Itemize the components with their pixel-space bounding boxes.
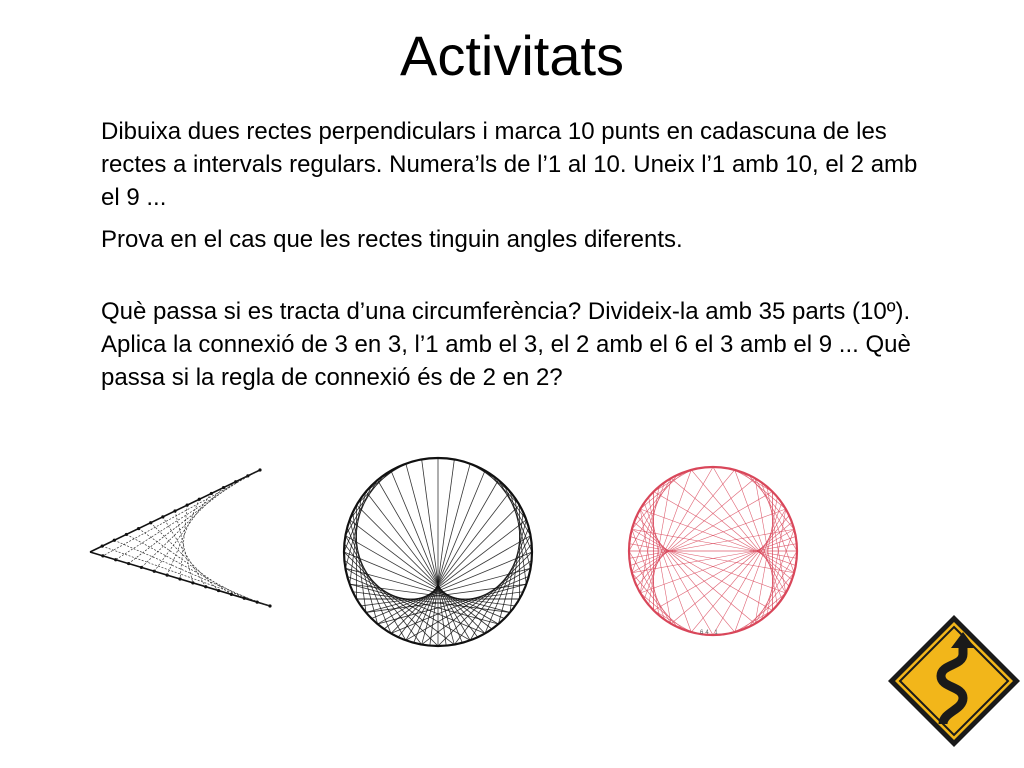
angle-point [173, 509, 176, 512]
angle-point [230, 593, 233, 596]
angle-string-line [114, 540, 257, 602]
circle-string-art-black-drawing [340, 454, 536, 650]
red-circle-chord [644, 470, 691, 599]
black-circle-chord [361, 584, 526, 606]
red-circle-chord [742, 472, 786, 509]
black-circle-chord [366, 492, 478, 638]
angle-point [101, 545, 104, 548]
angle-point [243, 597, 246, 600]
angle-string-art-figure [84, 462, 280, 612]
winding-road-sign-icon [885, 612, 1024, 751]
red-figure-caption: 64 1 [700, 630, 720, 636]
angle-point [161, 515, 164, 518]
angle-string-line [167, 499, 199, 575]
angle-point [258, 468, 261, 471]
angle-string-line [129, 482, 236, 564]
angle-string-line [175, 511, 193, 583]
circle-string-art-red-figure [620, 455, 806, 647]
angle-point [113, 539, 116, 542]
angle-point [268, 604, 271, 607]
angle-point [191, 581, 194, 584]
paragraph-instructions: Dibuixa dues rectes perpendiculars i marca 10 punts en cadascuna de les rectes a intervals regulars. Numera’ls de l’1 al 10. Uneix l’1 amb 10, el 2 amb el 9 ... [101, 118, 918, 211]
black-circle-chord [345, 536, 405, 641]
circle-string-art-black-figure [340, 454, 536, 650]
slide-body [101, 115, 941, 394]
paragraph-different-angles: Prova en el cas que les rectes tinguin angles diferents. [101, 226, 683, 253]
angle-point [217, 589, 220, 592]
angle-point [204, 585, 207, 588]
black-circle-chord [345, 568, 510, 612]
red-circle-chord [632, 573, 678, 627]
red-circle-chord [748, 573, 794, 627]
angle-point [137, 527, 140, 530]
black-circle-chord [504, 486, 532, 552]
angle-point [198, 498, 201, 501]
red-circle-chord [640, 593, 684, 630]
black-circle-chord [398, 492, 510, 638]
winding-road-sign-drawing [885, 612, 1024, 751]
angle-point [125, 533, 128, 536]
circle-string-art-red-drawing [620, 455, 806, 647]
red-circle-chord [644, 503, 691, 632]
red-circle-chord [632, 475, 678, 529]
angle-point [186, 504, 189, 507]
angle-point [101, 554, 104, 557]
angle-point [210, 492, 213, 495]
paragraph-circle-question: Què passa si es tracta d’una circumferència? Divideix-la amb 35 parts (10º). Aplica la connexió de 3 en 3, l’1 amb el 3, el 2 amb el 6 el 3 amb el 9 ... Què passa si la regla de connexió és de 2 en 2? [101, 298, 911, 391]
angle-point [149, 521, 152, 524]
black-circle-chord [366, 568, 531, 612]
angle-string-line [139, 529, 232, 595]
angle-point [256, 601, 259, 604]
red-circle-chord [748, 475, 794, 529]
sign-face [895, 622, 1013, 740]
black-circle-chord [344, 486, 372, 552]
black-circle-chord [357, 471, 391, 505]
angle-point [222, 486, 225, 489]
angle-string-line [126, 534, 244, 598]
angle-string-art-drawing [84, 462, 280, 612]
slide-title: Activitats [399, 24, 625, 87]
